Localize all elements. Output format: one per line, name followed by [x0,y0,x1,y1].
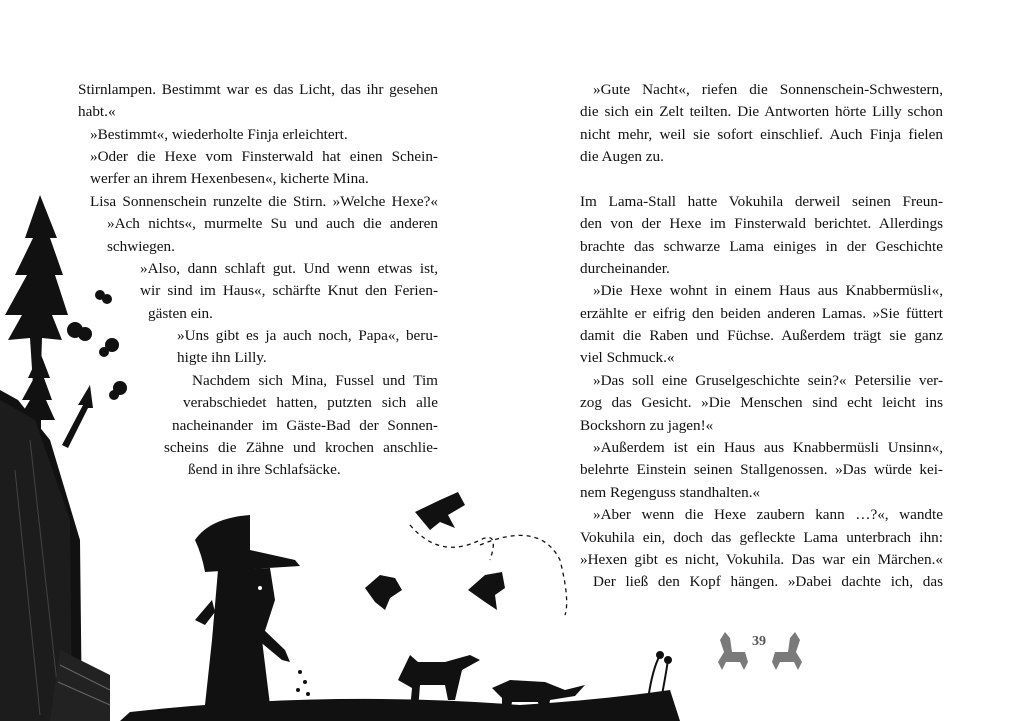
seed-dots [296,670,310,704]
text-line: »Das soll eine Gruselgeschichte sein?« Petersilie ver- [593,372,943,389]
text-line: belehrte Einstein seinen Stallgenossen. »Das würde kei- [580,461,943,478]
llama-left-icon [718,632,748,670]
text-line: den von der Hexe im Finsterwald berichtet. Allerdings [580,215,943,232]
text-line: »Hexen gibt es nicht, Vokuhila. Das war ein Märchen.« [580,551,943,568]
smoke-puffs [67,290,127,400]
text-line: zog das Gesicht. »Die Menschen sind echt leicht ins [580,394,943,411]
text-line: »Also, dann schlaft gut. Und wenn etwas ist, [140,260,438,277]
text-line: higte ihn Lilly. [177,349,267,366]
text-line: nem Regenguss standhalten.« [580,484,761,501]
text-line: »Aber wenn die Hexe zaubern kann …?«, wandte [593,506,943,523]
text-line: Vokuhila ein, doch das gefleckte Lama unterbrach ihn: [580,529,943,546]
text-line: gästen ein. [148,305,213,322]
text-line: verabschiedet hatten, putzten sich alle [183,394,438,411]
text-line: viel Schmuck.« [580,349,675,366]
broom-stick [62,385,93,448]
text-line: Stirnlampen. Bestimmt war es das Licht, das ihr gesehen [78,81,438,98]
text-line: »Oder die Hexe vom Finsterwald hat einen Schein- [90,148,438,165]
text-line: Nachdem sich Mina, Fussel und Tim [192,372,438,389]
text-line: werfer an ihrem Hexenbesen«, kicherte Mina. [90,170,369,187]
text-line: »Außerdem ist ein Haus aus Knabbermüsli Unsinn«, [593,439,943,456]
text-line: scheins die Zähne und krochen anschlie- [164,439,438,456]
text-line: habt.« [78,103,116,120]
page-number: 39 [752,634,766,649]
text-line: »Die Hexe wohnt in einem Haus aus Knabbermüsli«, [593,282,943,299]
ravens [365,492,505,610]
witch-house [0,390,110,721]
text-line: Bockshorn zu jagen!« [580,417,714,434]
text-line: Lisa Sonnenschein runzelte die Stirn. »Welche Hexe?« [90,193,438,210]
text-line: schwiegen. [107,238,175,255]
text-line: damit die Raben und Füchse. Außerdem trägt sie ganz [580,327,943,344]
text-line: die Augen zu. [580,148,664,165]
text-line: »Uns gibt es ja auch noch, Papa«, beru- [177,327,438,344]
text-line: ßend in ihre Schlafsäcke. [188,461,341,478]
text-line: nicht mehr, weil sie sofort einschlief. Auch Finja fielen [580,126,943,143]
witch-figure [195,515,300,705]
text-line: die sich ein Zelt teilten. Die Antworten hörte Lilly schon [580,103,943,120]
text-line: brachte das schwarze Lama einiges in der Geschichte [580,238,943,255]
text-line: wir sind im Haus«, schärfte Knut den Ferien- [140,282,438,299]
text-line: »Gute Nacht«, riefen die Sonnenschein-Schwestern, [593,81,943,98]
text-line: nacheinander im Gäste-Bad der Sonnen- [172,417,438,434]
text-line: durcheinander. [580,260,670,277]
text-line: erzählte er eifrig den beiden anderen Lamas. »Sie füttert [580,305,943,322]
text-line: »Ach nichts«, murmelte Su und auch die anderen [107,215,438,232]
ground-line [120,690,680,721]
text-line: Im Lama-Stall hatte Vokuhila derweil seinen Freun- [580,193,943,210]
llama-right-icon [772,632,802,670]
text-line: »Bestimmt«, wiederholte Finja erleichtert. [90,126,348,143]
text-line: Der ließ den Kopf hängen. »Dabei dachte ich, das [593,573,943,590]
